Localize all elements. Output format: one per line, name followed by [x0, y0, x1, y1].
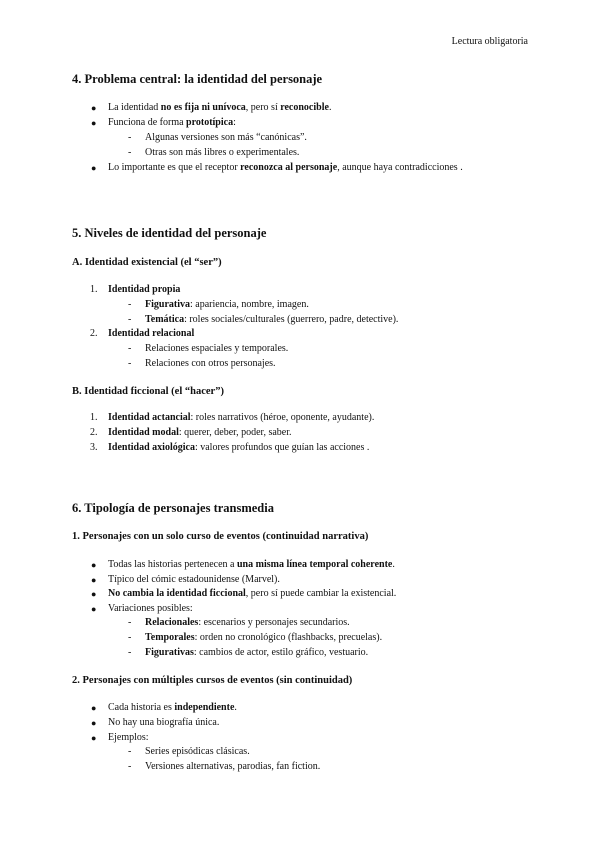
section-6-2-title: 2. Personajes con múltiples cursos de eventos (sin continuidad) [72, 675, 353, 686]
section-6-title: 6. Tipología de personajes transmedia [72, 501, 274, 515]
s5a-item-1: Identidad propia [108, 284, 181, 295]
section-4-title: 4. Problema central: la identidad del personaje [72, 72, 323, 86]
bullet: ● [91, 118, 97, 128]
dash: - [128, 617, 132, 628]
s5b-item-3: Identidad axiológica: valores profundos que guían las acciones . [108, 442, 370, 453]
dash: - [128, 132, 132, 143]
s4-bullet-2-sub-1: Algunas versiones son más “canónicas”. [145, 132, 307, 143]
s5a-item-2: Identidad relacional [108, 328, 195, 339]
bullet: ● [91, 163, 97, 173]
s6-2-bullet-3: Ejemplos: [108, 732, 149, 743]
bullet: ● [91, 575, 97, 585]
dash: - [128, 632, 132, 643]
s6-2-sub-1: Series episódicas clásicas. [145, 746, 250, 757]
s4-bullet-2: Funciona de forma prototípica: [108, 117, 236, 128]
s5a-item-1-sub-1: Figurativa: apariencia, nombre, imagen. [145, 299, 309, 310]
list-number: 1. [90, 284, 98, 295]
s5a-item-2-sub-1: Relaciones espaciales y temporales. [145, 343, 289, 354]
list-number: 2. [90, 328, 98, 339]
s4-bullet-2-sub-2: Otras son más libres o experimentales. [145, 147, 300, 158]
s6-1-bullet-4: Variaciones posibles: [108, 603, 193, 614]
section-5b-title: B. Identidad ficcional (el “hacer”) [72, 386, 224, 397]
dash: - [128, 314, 132, 325]
s6-1-sub-3: Figurativas: cambios de actor, estilo gráfico, vestuario. [145, 647, 369, 658]
s6-1-bullet-3: No cambia la identidad ficcional, pero sí puede cambiar la existencial. [108, 588, 397, 599]
s6-1-sub-1: Relacionales: escenarios y personajes secundarios. [145, 617, 350, 628]
s4-bullet-3: Lo importante es que el receptor reconozca al personaje, aunque haya contradicciones . [108, 162, 463, 173]
s5b-item-2: Identidad modal: querer, deber, poder, saber. [108, 427, 292, 438]
list-number: 1. [90, 412, 98, 423]
s5a-item-1-sub-2: Temática: roles sociales/culturales (guerrero, padre, detective). [145, 314, 399, 325]
bullet: ● [91, 604, 97, 614]
bullet: ● [91, 560, 97, 570]
dash: - [128, 299, 132, 310]
bullet: ● [91, 718, 97, 728]
dash: - [128, 746, 132, 757]
page-header: Lectura obligatoria [451, 36, 528, 47]
s5b-item-1: Identidad actancial: roles narrativos (héroe, oponente, ayudante). [108, 412, 375, 423]
dash: - [128, 647, 132, 658]
section-6-1-title: 1. Personajes con un solo curso de eventos (continuidad narrativa) [72, 531, 369, 542]
s6-2-sub-2: Versiones alternativas, parodias, fan fiction. [145, 761, 321, 772]
bullet: ● [91, 733, 97, 743]
list-number: 3. [90, 442, 98, 453]
section-5a-title: A. Identidad existencial (el “ser”) [72, 257, 222, 268]
bullet: ● [91, 589, 97, 599]
section-5-title: 5. Niveles de identidad del personaje [72, 226, 267, 240]
bullet: ● [91, 103, 97, 113]
s6-2-bullet-2: No hay una biografía única. [108, 717, 220, 728]
bullet: ● [91, 703, 97, 713]
s6-1-bullet-1: Todas las historias pertenecen a una misma línea temporal coherente. [108, 559, 395, 570]
s5a-item-2-sub-2: Relaciones con otros personajes. [145, 358, 276, 369]
dash: - [128, 343, 132, 354]
dash: - [128, 761, 132, 772]
s4-bullet-1: La identidad no es fija ni unívoca, pero sí reconocible. [108, 102, 332, 113]
list-number: 2. [90, 427, 98, 438]
s6-2-bullet-1: Cada historia es independiente. [108, 702, 237, 713]
dash: - [128, 358, 132, 369]
dash: - [128, 147, 132, 158]
s6-1-bullet-2: Típico del cómic estadounidense (Marvel). [108, 574, 280, 585]
s6-1-sub-2: Temporales: orden no cronológico (flashbacks, precuelas). [145, 632, 383, 643]
